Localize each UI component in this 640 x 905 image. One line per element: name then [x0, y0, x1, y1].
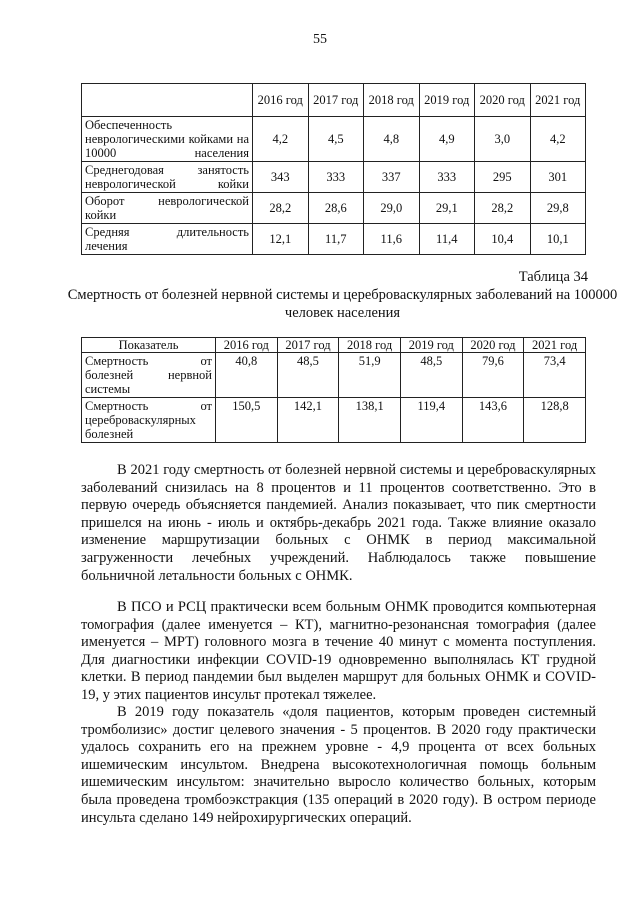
paragraph: В 2019 году показатель «доля пациентов, которым проведен системный тромболизис» достиг целевого значения - 5 процентов. В 2020 году практически удалось сохранить его на прежнем уровне - 4,9 процента от всех больных ишемическим инсультом. Внедрена высокотехнологичная помощь больным ишемическим инсультом: значительно выросло количество больных, которым была проведена тромбоэкстракция (135 операций в 2020 году). В остром периоде инсульта сделано 149 нейрохирургических операций. [81, 704, 596, 826]
table-cell: 337 [364, 162, 420, 193]
table-cell: 4,9 [419, 117, 475, 162]
header-cell: 2018 год [339, 338, 401, 353]
table-cell: 4,5 [308, 117, 364, 162]
table-cell: 40,8 [216, 353, 278, 398]
row-label: Обеспеченность неврологическими койками на 10000 населения [82, 117, 253, 162]
table-row [82, 224, 586, 255]
table-cell: 4,2 [253, 117, 309, 162]
header-cell: 2019 год [419, 84, 475, 117]
table-cell: 3,0 [475, 117, 531, 162]
header-cell: 2017 год [277, 338, 339, 353]
table-cell: 343 [253, 162, 309, 193]
header-cell: 2021 год [530, 84, 586, 117]
table-cell: 29,0 [364, 193, 420, 224]
header-cell [82, 84, 253, 117]
table-row [82, 193, 586, 224]
row-label: Оборот неврологической койки [82, 193, 253, 224]
table-cell: 28,6 [308, 193, 364, 224]
table-cell: 11,6 [364, 224, 420, 255]
header-cell: 2016 год [253, 84, 309, 117]
row-label: Среднегодовая занятость неврологической койки [82, 162, 253, 193]
table-cell: 333 [308, 162, 364, 193]
table-cell: 29,8 [530, 193, 586, 224]
mortality-table [81, 337, 586, 443]
header-cell: Показатель [82, 338, 216, 353]
table-cell: 333 [419, 162, 475, 193]
table-cell: 119,4 [400, 398, 462, 443]
table-cell: 301 [530, 162, 586, 193]
row-label: Средняя длительность лечения [82, 224, 253, 255]
header-cell: 2021 год [524, 338, 586, 353]
table-cell: 4,8 [364, 117, 420, 162]
table-cell: 51,9 [339, 353, 401, 398]
table-cell: 48,5 [277, 353, 339, 398]
table-number-label: Таблица 34 [518, 269, 588, 285]
page-number: 55 [313, 32, 327, 47]
table-cell: 29,1 [419, 193, 475, 224]
table-cell: 4,2 [530, 117, 586, 162]
header-cell: 2020 год [475, 84, 531, 117]
table-row [82, 117, 586, 162]
table-row [82, 162, 586, 193]
table-cell: 10,1 [530, 224, 586, 255]
header-cell: 2019 год [400, 338, 462, 353]
table-cell: 79,6 [462, 353, 524, 398]
paragraph: В ПСО и РСЦ практически всем больным ОНМК проводится компьютерная томография (далее именуется – КТ), магнитно-резонансная томография (далее именуется – МРТ) головного мозга в течение 40 минут с момента поступления. Для диагностики инфекции COVID-19 одновременно выполнялась КТ грудной клетки. В период пандемии был выделен маршрут для больных ОНМК и COVID-19, у этих пациентов инсульт протекал тяжелее. [81, 599, 596, 703]
table-header-row [82, 84, 586, 117]
header-cell: 2017 год [308, 84, 364, 117]
table-cell: 295 [475, 162, 531, 193]
table-cell: 150,5 [216, 398, 278, 443]
table-row [82, 353, 586, 398]
table-cell: 11,7 [308, 224, 364, 255]
row-label: Смертность от цереброваскулярных болезней [82, 398, 216, 443]
table-cell: 12,1 [253, 224, 309, 255]
table-cell: 128,8 [524, 398, 586, 443]
table-cell: 28,2 [475, 193, 531, 224]
table-cell: 10,4 [475, 224, 531, 255]
table-header-row [82, 338, 586, 353]
table-title: Смертность от болезней нервной системы и цереброваскулярных заболеваний на 100000 человек населения [67, 287, 618, 321]
table-cell: 138,1 [339, 398, 401, 443]
table-cell: 28,2 [253, 193, 309, 224]
table-cell: 48,5 [400, 353, 462, 398]
table-cell: 142,1 [277, 398, 339, 443]
table-cell: 11,4 [419, 224, 475, 255]
header-cell: 2016 год [216, 338, 278, 353]
paragraph: В 2021 году смертность от болезней нервной системы и цереброваскулярных заболеваний снизилась на 8 процентов и 11 процентов соответственно. Это в первую очередь объясняется пандемией. Анализ показывает, что пик смертности пришелся на июнь - июль и октябрь-декабрь 2021 года. Также влияние оказало изменение маршрутизации больных с ОНМК в период максимальной загруженности лечебных учреждений. Наблюдалось также повышение больничной летальности больных с ОНМК. [81, 462, 596, 584]
table-cell: 143,6 [462, 398, 524, 443]
bed-stats-table [81, 83, 586, 255]
header-cell: 2020 год [462, 338, 524, 353]
table-row [82, 398, 586, 443]
row-label: Смертность от болезней нервной системы [82, 353, 216, 398]
table-cell: 73,4 [524, 353, 586, 398]
header-cell: 2018 год [364, 84, 420, 117]
